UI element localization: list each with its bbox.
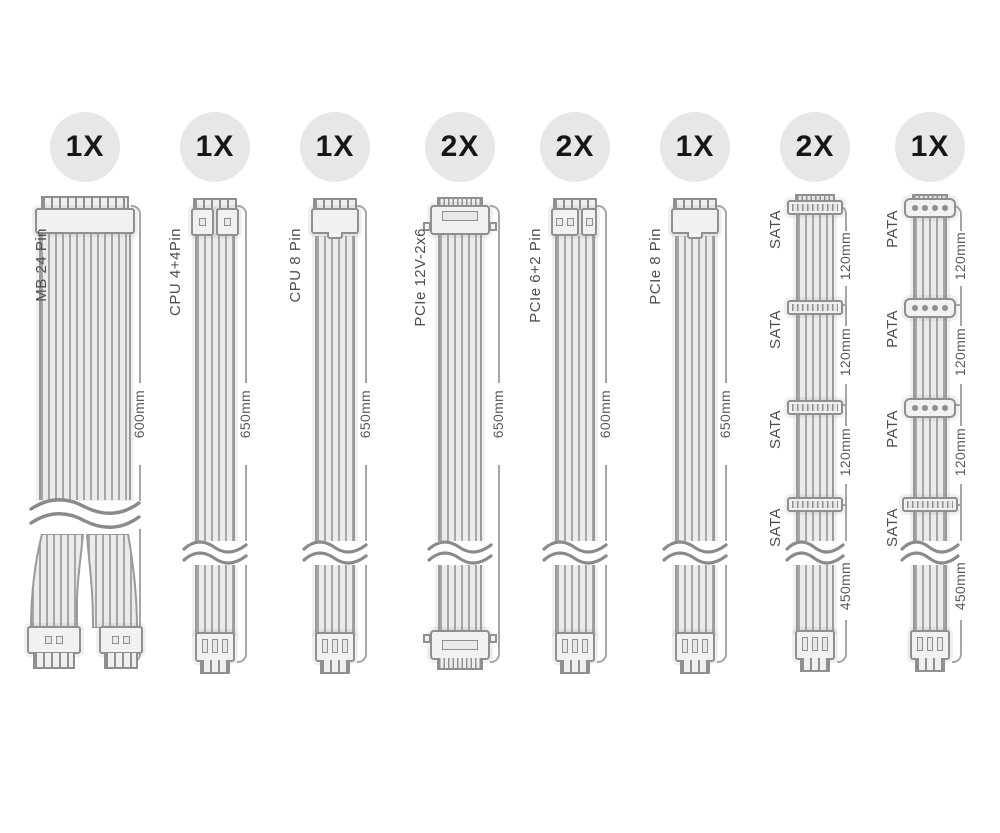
psu-side-connector	[315, 632, 355, 662]
sata-connector	[902, 497, 958, 512]
psu-side-connector-teeth	[560, 660, 590, 674]
pin-slot	[224, 218, 231, 226]
connector-wing	[423, 634, 431, 643]
length-label: 650mm	[717, 390, 733, 439]
psu-side-connector-right	[99, 626, 143, 654]
pin-slot	[332, 639, 338, 653]
sata-connector	[787, 400, 843, 415]
psu-side-connector-teeth	[800, 658, 830, 672]
pin-slot	[937, 637, 943, 651]
cable-column-cpu-8-pin	[275, 110, 395, 730]
cable-column-pcie-6plus2-pin	[515, 110, 635, 730]
length-label: 650mm	[237, 390, 253, 439]
psu-side-connector	[195, 632, 235, 662]
quantity-badge	[425, 112, 495, 182]
quantity-label: 1X	[195, 130, 235, 163]
quantity-label: 1X	[675, 130, 715, 163]
connector-label: PATA	[884, 410, 901, 448]
pin-slot	[322, 639, 328, 653]
cpu-8-pin-connector	[311, 208, 359, 234]
quantity-label: 2X	[795, 130, 835, 163]
cable-column-pata	[870, 110, 990, 730]
cable-type-label: CPU 4+4Pin	[167, 228, 184, 316]
cable-wires	[315, 236, 355, 634]
connector-label: SATA	[884, 508, 901, 547]
cable-wires	[555, 236, 595, 634]
pin-slot	[45, 636, 52, 644]
psu-side-connector-left-teeth	[33, 653, 75, 669]
connector-wing	[489, 222, 497, 231]
cable-type-label: CPU 8 Pin	[287, 228, 304, 303]
cable-wires	[675, 236, 715, 634]
tail-length-label: 450mm	[952, 562, 968, 611]
pin-slot	[822, 637, 828, 651]
segment-length-label: 120mm	[952, 428, 968, 477]
segment-length-label: 120mm	[952, 328, 968, 377]
cable-wires	[39, 232, 131, 500]
quantity-badge	[50, 112, 120, 182]
quantity-label: 1X	[315, 130, 355, 163]
dimension-line	[960, 286, 962, 326]
quantity-badge	[895, 112, 965, 182]
cable-type-label: PCIe 8 Pin	[647, 228, 664, 305]
pin-slot	[56, 636, 63, 644]
cable-break-squiggle	[540, 536, 610, 570]
molex-pins	[906, 300, 954, 316]
quantity-badge	[300, 112, 370, 182]
pata-molex-connector	[904, 398, 956, 418]
sata-connector	[787, 300, 843, 315]
molex-pins	[906, 200, 954, 216]
pata-molex-connector	[904, 298, 956, 318]
connector-label: SATA	[767, 410, 784, 449]
quantity-label: 1X	[910, 130, 950, 163]
pin-slot	[556, 218, 563, 226]
dimension-line-top	[490, 205, 500, 383]
dimension-line-bottom	[837, 620, 847, 663]
segment-length-label: 120mm	[952, 232, 968, 281]
dimension-line-top	[597, 205, 607, 383]
length-label: 600mm	[131, 390, 147, 439]
length-label: 600mm	[597, 390, 613, 439]
quantity-badge	[540, 112, 610, 182]
cable-break-squiggle	[180, 536, 250, 570]
cable-wires	[195, 236, 235, 634]
pcie-6plus2-connector-6pin	[551, 208, 579, 236]
cable-column-mb-24-pin	[25, 110, 145, 730]
pin-slot	[927, 637, 933, 651]
psu-side-connector	[675, 632, 715, 662]
pin-slot	[222, 639, 228, 653]
dimension-line	[845, 286, 847, 326]
pin-slot	[212, 639, 218, 653]
pin-slot	[582, 639, 588, 653]
psu-side-connector	[430, 630, 490, 660]
cable-break-squiggle	[27, 494, 143, 536]
pin-slot	[562, 639, 568, 653]
cable-type-label: PCIe 6+2 Pin	[527, 228, 544, 323]
pin-slot	[802, 637, 808, 651]
quantity-badge	[780, 112, 850, 182]
connector-wing	[489, 634, 497, 643]
cable-break-squiggle	[425, 536, 495, 570]
quantity-badge	[660, 112, 730, 182]
molex-pins	[906, 400, 954, 416]
cable-wires	[438, 235, 482, 634]
cable-break-squiggle	[660, 536, 730, 570]
length-label: 650mm	[357, 390, 373, 439]
connector-label: PATA	[884, 210, 901, 248]
cable-column-sata	[755, 110, 875, 730]
pcie-6plus2-connector-2pin	[581, 208, 597, 236]
psu-side-connector	[555, 632, 595, 662]
psu-side-connector-teeth	[320, 660, 350, 674]
sata-connector	[787, 200, 843, 215]
quantity-label: 2X	[555, 130, 595, 163]
pin-slot	[917, 637, 923, 651]
psu-side-connector-teeth	[915, 658, 945, 672]
pata-molex-connector	[904, 198, 956, 218]
psu-side-connector-left	[27, 626, 81, 654]
cpu-4plus4-connector-half	[216, 208, 239, 236]
pin-slot	[567, 218, 574, 226]
connector-slot	[442, 211, 478, 221]
pcie-12v-2x6-connector	[430, 205, 490, 235]
pin-slot	[342, 639, 348, 653]
pin-slot	[112, 636, 119, 644]
cable-column-pcie-8-pin	[635, 110, 755, 730]
connector-slot	[442, 640, 478, 650]
pin-slot	[199, 218, 206, 226]
length-label: 650mm	[490, 390, 506, 439]
pin-slot	[702, 639, 708, 653]
pin-slot	[202, 639, 208, 653]
psu-side-connector	[910, 630, 950, 660]
segment-length-label: 120mm	[837, 232, 853, 281]
cable-column-cpu-4plus4-pin	[155, 110, 275, 730]
pin-slot	[586, 218, 593, 226]
pcie-8-pin-connector	[671, 208, 719, 234]
tail-length-label: 450mm	[837, 562, 853, 611]
segment-length-label: 120mm	[837, 328, 853, 377]
psu-side-connector-teeth	[437, 658, 483, 670]
pin-slot	[123, 636, 130, 644]
cpu-4plus4-connector-half	[191, 208, 214, 236]
connector-latch	[327, 232, 343, 239]
pin-slot	[812, 637, 818, 651]
mb-24-pin-connector	[35, 208, 135, 234]
quantity-badge	[180, 112, 250, 182]
cable-column-pcie-12v-2x6	[400, 110, 520, 730]
psu-side-connector	[795, 630, 835, 660]
connector-label: SATA	[767, 310, 784, 349]
psu-side-connector-teeth	[680, 660, 710, 674]
quantity-label: 2X	[440, 130, 480, 163]
pin-slot	[692, 639, 698, 653]
dimension-line-bottom	[952, 620, 962, 663]
cable-split-bundles	[25, 534, 145, 628]
sata-connector	[787, 497, 843, 512]
quantity-label: 1X	[65, 130, 105, 163]
psu-side-connector-teeth	[200, 660, 230, 674]
cable-type-label: PCIe 12V-2x6	[412, 228, 429, 327]
cable-type-label: MB 24 Pin	[33, 228, 50, 302]
connector-latch	[687, 232, 703, 239]
connector-label: SATA	[767, 210, 784, 249]
pin-slot	[682, 639, 688, 653]
connector-label: SATA	[767, 508, 784, 547]
connector-label: PATA	[884, 310, 901, 348]
segment-length-label: 120mm	[837, 428, 853, 477]
cable-break-squiggle	[300, 536, 370, 570]
pin-slot	[572, 639, 578, 653]
psu-side-connector-right-teeth	[104, 653, 138, 669]
